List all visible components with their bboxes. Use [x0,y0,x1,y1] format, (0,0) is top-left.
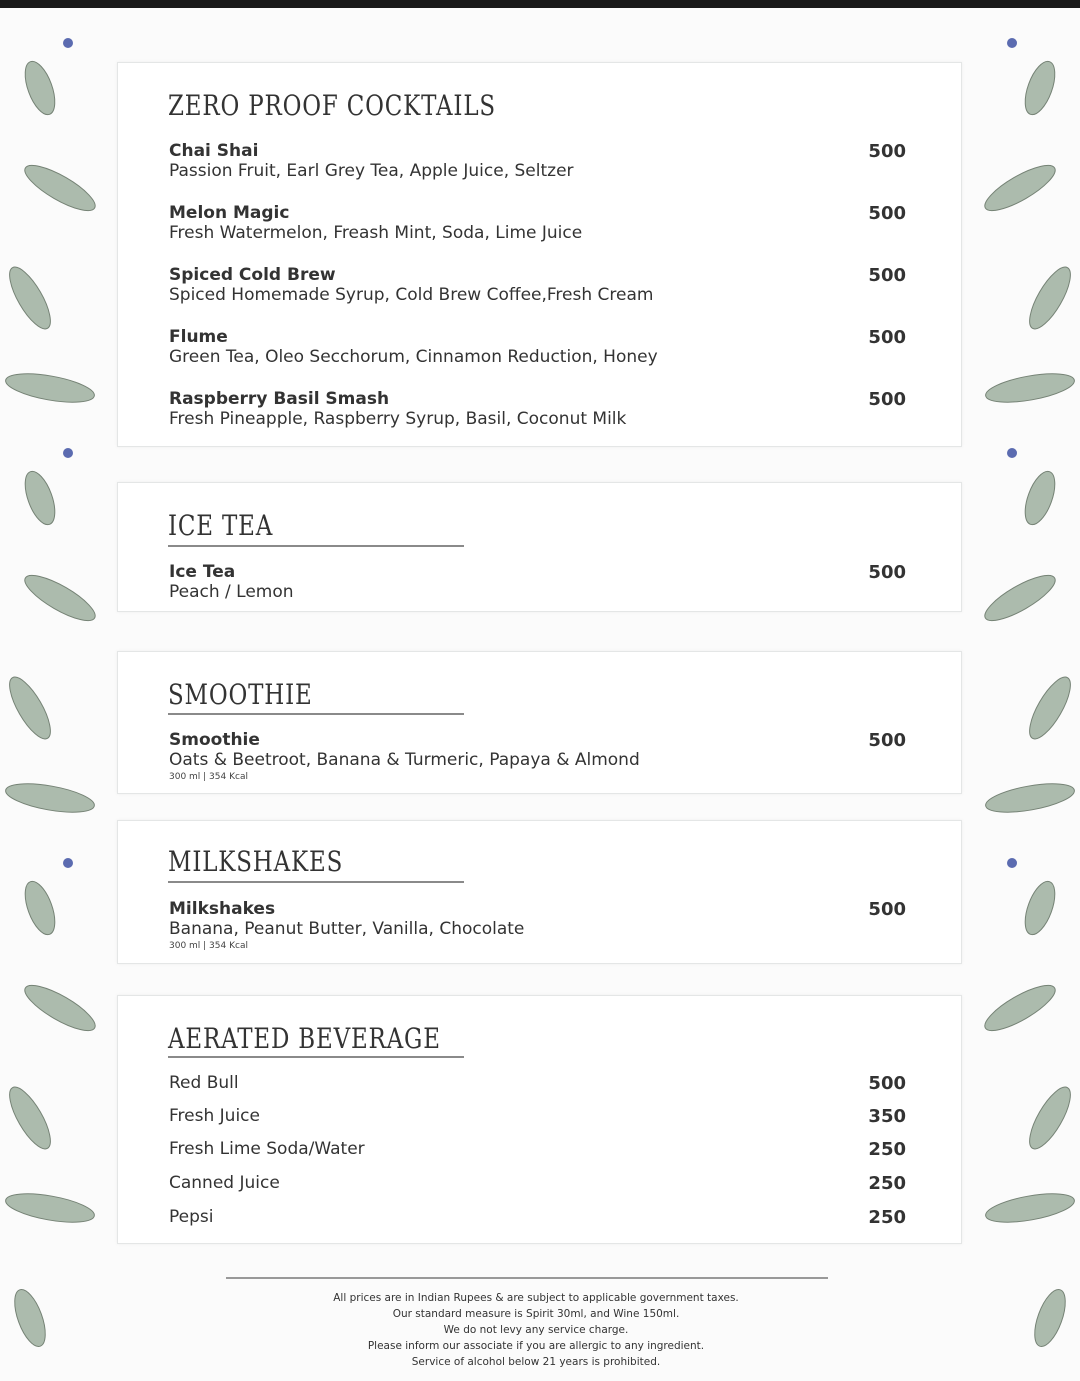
item-description: Fresh Pineapple, Raspberry Syrup, Basil, Coconut Milk [169,409,627,429]
footer-note: We do not levy any service charge. [443,1324,629,1336]
item-description: Spiced Homemade Syrup, Cold Brew Coffee,Fresh Cream [169,285,654,305]
botanical-leaves-right-decoration [960,8,1080,1381]
section-milkshakes [117,820,962,964]
item-nutrition: 300 ml | 354 Kcal [169,772,248,782]
heading-underline [168,1056,464,1058]
item-name: Ice Tea [169,562,236,582]
top-bar [0,0,1080,8]
item-description: Passion Fruit, Earl Grey Tea, Apple Juice, Seltzer [169,161,574,181]
item-price: 250 [868,1173,906,1194]
menu-item [169,1207,906,1227]
menu-item [169,265,906,306]
menu-item [169,1173,906,1193]
heading-underline [168,881,464,883]
footer-divider [226,1277,828,1279]
menu-item [169,203,906,244]
item-name: Smoothie [169,730,260,750]
item-description: Peach / Lemon [169,582,294,602]
item-price: 500 [868,141,906,162]
footer-note: Our standard measure is Spirit 30ml, and Wine 150ml. [392,1308,680,1320]
item-price: 500 [868,327,906,348]
section-title: ZERO PROOF COCKTAILS [168,89,496,122]
menu-item [169,562,906,603]
section-ice-tea [117,482,962,612]
item-name: Spiced Cold Brew [169,265,336,285]
section-title: SMOOTHIE [168,678,313,711]
item-description: Green Tea, Oleo Secchorum, Cinnamon Reduction, Honey [169,347,658,367]
heading-underline [168,545,464,547]
section-zero-proof-cocktails [117,62,962,447]
item-price: 500 [868,203,906,224]
footer-note: All prices are in Indian Rupees & are subject to applicable government taxes. [333,1292,739,1304]
item-name: Fresh Lime Soda/Water [169,1139,365,1159]
menu-item [169,899,906,952]
menu-item [169,327,906,368]
item-name: Canned Juice [169,1173,280,1193]
section-title: ICE TEA [168,509,274,542]
menu-item [169,1073,906,1093]
botanical-leaves-left-decoration [0,8,120,1381]
section-title: MILKSHAKES [168,845,344,878]
item-name: Melon Magic [169,203,290,223]
item-name: Milkshakes [169,899,276,919]
item-name: Raspberry Basil Smash [169,389,390,409]
item-price: 500 [868,562,906,583]
item-name: Fresh Juice [169,1106,260,1126]
menu-item [169,730,906,783]
item-price: 250 [868,1207,906,1228]
footer-notes [226,1290,846,1370]
item-description: Oats & Beetroot, Banana & Turmeric, Papaya & Almond [169,750,640,770]
item-name: Pepsi [169,1207,214,1227]
item-price: 500 [868,265,906,286]
menu-item [169,1139,906,1159]
item-description: Banana, Peanut Butter, Vanilla, Chocolate [169,919,525,939]
heading-underline [168,713,464,715]
item-price: 500 [868,1073,906,1094]
item-name: Chai Shai [169,141,259,161]
section-title: AERATED BEVERAGE [168,1022,441,1055]
menu-item [169,389,906,430]
menu-item [169,1106,906,1126]
item-price: 500 [868,899,906,920]
item-name: Red Bull [169,1073,239,1093]
footer-note: Service of alcohol below 21 years is prohibited. [411,1356,661,1368]
item-price: 500 [868,389,906,410]
item-description: Fresh Watermelon, Freash Mint, Soda, Lime Juice [169,223,583,243]
item-price: 350 [868,1106,906,1127]
item-price: 500 [868,730,906,751]
section-aerated-beverage [117,995,962,1244]
item-price: 250 [868,1139,906,1160]
item-name: Flume [169,327,228,347]
section-smoothie [117,651,962,794]
menu-item [169,141,906,182]
item-nutrition: 300 ml | 354 Kcal [169,941,248,951]
footer-note: Please inform our associate if you are allergic to any ingredient. [367,1340,705,1352]
